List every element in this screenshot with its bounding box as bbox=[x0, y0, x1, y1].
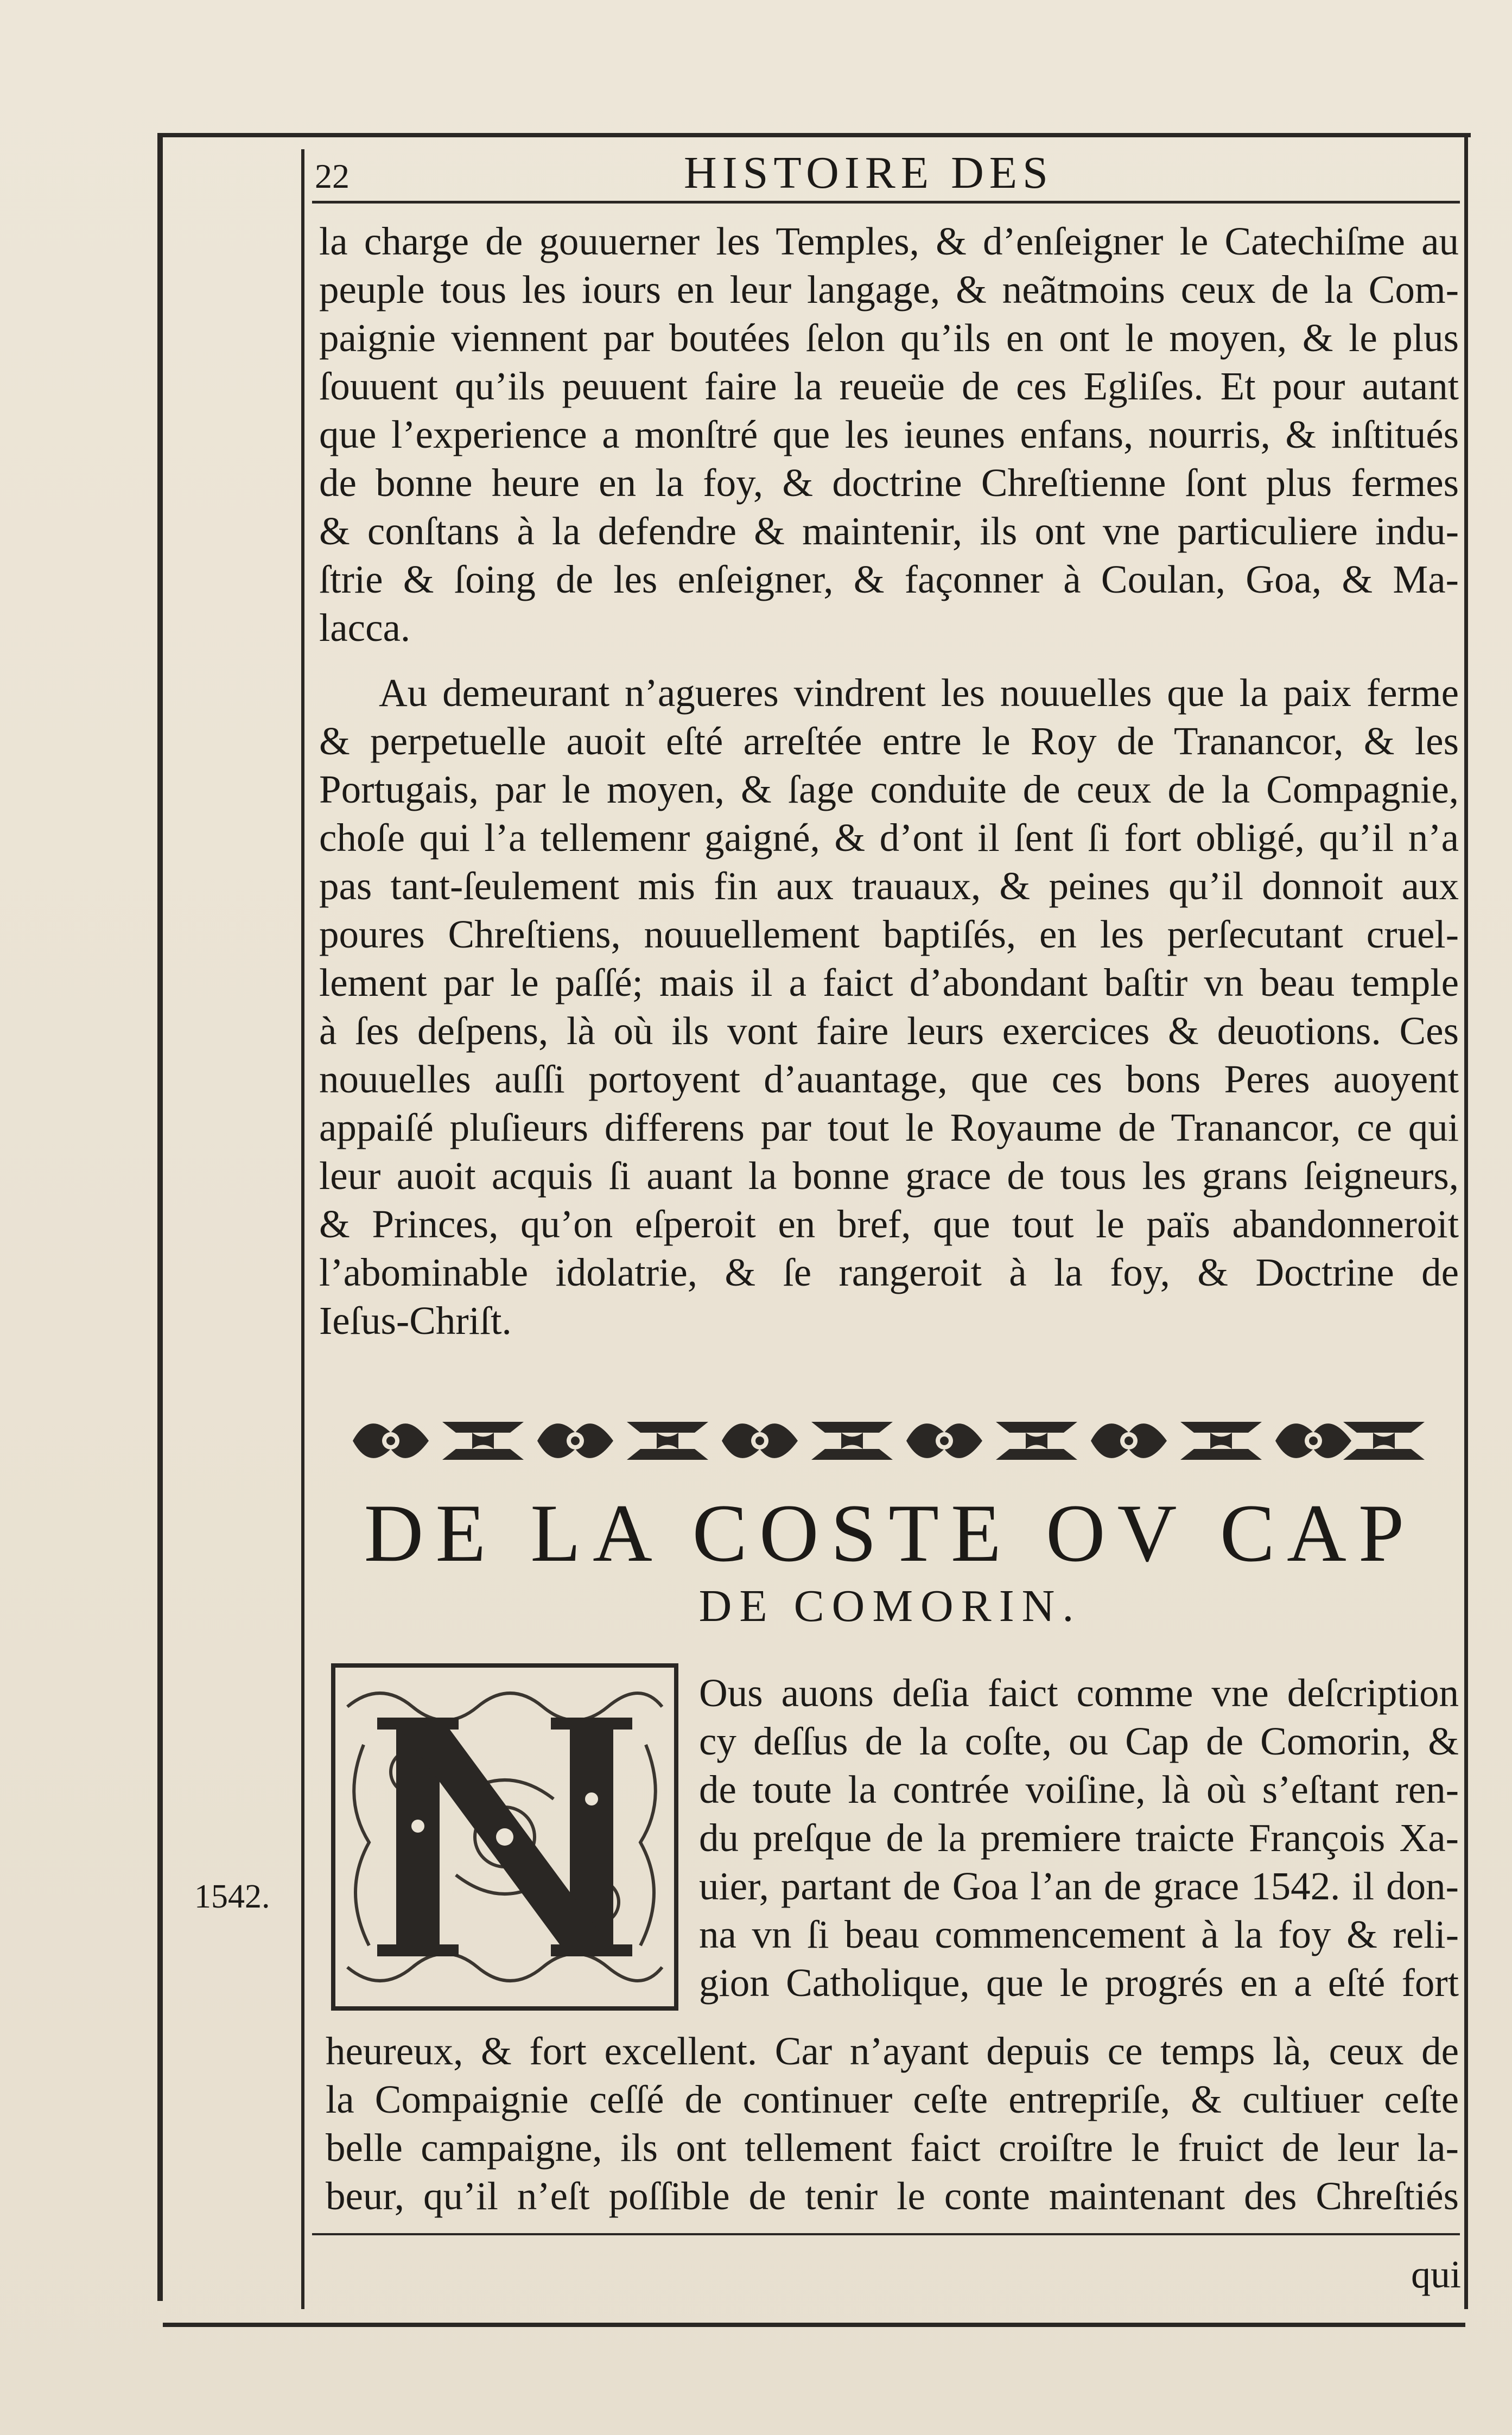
text-line: gion Catholique, que le progrés en a eſté fort bbox=[699, 1961, 1459, 2005]
text-line: Ous auons deſia faict comme vne deſcription bbox=[699, 1671, 1459, 1715]
text-line: de bonne heure en la foy, & doctrine Chreſtienne ſont plus fermes bbox=[319, 461, 1459, 505]
decorated-initial-n bbox=[331, 1663, 678, 2011]
running-title: HISTOIRE DES bbox=[684, 148, 1053, 198]
text-line: Au demeurant n’agueres vindrent les nouuelles que la paix ferme bbox=[379, 671, 1459, 715]
page-number: 22 bbox=[315, 157, 350, 195]
paragraph-2 bbox=[319, 669, 1459, 1345]
ornament-band bbox=[347, 1400, 1427, 1482]
text-line: du preſque de la premiere traicte François Xa- bbox=[699, 1816, 1459, 1860]
text-line: à ſes deſpens, là où ils vont faire leurs exercices & deuotions. Ces bbox=[319, 1009, 1459, 1053]
text-line: appaiſé pluſieurs differens par tout le Royaume de Tranancor, ce qui bbox=[319, 1105, 1459, 1149]
text-line: Portugais, par le moyen, & ſage conduite de ceux de la Compagnie, bbox=[319, 767, 1459, 811]
text-line: nouuelles auſſi portoyent d’auantage, que ces bons Peres auoyent bbox=[319, 1057, 1459, 1101]
text-line: lacca. bbox=[319, 606, 411, 650]
text-line: poures Chreſtiens, nouuellement baptiſés, en les perſecutant cruel- bbox=[319, 912, 1459, 956]
text-line: lement par le paſſé; mais il a faict d’abondant baſtir vn beau temple bbox=[319, 961, 1459, 1004]
footer-rule bbox=[312, 2233, 1460, 2235]
paragraph-3-continued bbox=[326, 2027, 1459, 2220]
text-line: beur, qu’il n’eſt poſſible de tenir le conte maintenant des Chreſtiés bbox=[326, 2174, 1459, 2218]
paragraph-1 bbox=[319, 217, 1459, 652]
text-line: & conſtans à la defendre & maintenir, ils ont vne particuliere indu- bbox=[319, 509, 1459, 553]
text-line: choſe qui l’a tellemenr gaigné, & d’ont il ſent ſi fort obligé, qu’il n’a bbox=[319, 816, 1459, 860]
running-head bbox=[315, 147, 1460, 198]
inner-left-rule bbox=[301, 149, 304, 2309]
catchword: qui bbox=[1411, 2253, 1462, 2296]
text-line: belle campaigne, ils ont tellement faict croiſtre le fruict de leur la- bbox=[326, 2126, 1459, 2170]
text-line: cy deſſus de la coſte, ou Cap de Comorin, & bbox=[699, 1719, 1459, 1763]
text-line: l’abominable idolatrie, & ſe rangeroit à la foy, & Doctrine de bbox=[319, 1250, 1459, 1294]
section-subtitle: DE COMORIN. bbox=[698, 1581, 1082, 1631]
text-line: ſouuent qu’ils peuuent faire la reueüe de ces Egliſes. Et pour autant bbox=[319, 364, 1459, 408]
bottom-rule bbox=[163, 2323, 1465, 2327]
text-line: paignie viennent par boutées ſelon qu’ils en ont le moyen, & le plus bbox=[319, 316, 1459, 360]
section-title: DE LA COSTE OV CAP bbox=[364, 1487, 1416, 1579]
header-rule bbox=[312, 201, 1460, 204]
text-line: leur auoit acquis ſi auant la bonne grace de tous les grans ſeigneurs, bbox=[319, 1154, 1459, 1198]
text-line: que l’experience a monſtré que les ieunes enfans, nourris, & inſtitués bbox=[319, 412, 1459, 456]
text-line: heureux, & fort excellent. Car n’ayant depuis ce temps là, ceux de bbox=[326, 2029, 1459, 2073]
text-line: na vn ſi beau commencement à la foy & reli- bbox=[699, 1912, 1459, 1956]
paragraph-3-indented bbox=[699, 1669, 1459, 2007]
text-line: & perpetuelle auoit eſté arreſtée entre le Roy de Tranancor, & les bbox=[319, 719, 1459, 763]
text-line: Ieſus-Chriſt. bbox=[319, 1299, 512, 1343]
text-line: peuple tous les iours en leur langage, & neãtmoins ceux de la Com- bbox=[319, 268, 1459, 311]
text-line: uier, partant de Goa l’an de grace 1542. il don- bbox=[699, 1864, 1459, 1908]
left-frame-rule bbox=[157, 136, 163, 2301]
text-line: la Compaignie ceſſé de continuer ceſte entrepriſe, & cultiuer ceſte bbox=[326, 2077, 1459, 2121]
text-line: la charge de gouuerner les Temples, & d’enſeigner le Catechiſme au bbox=[319, 219, 1459, 263]
margin-note-year: 1542. bbox=[194, 1878, 270, 1915]
text-line: ſtrie & ſoing de les enſeigner, & façonner à Coulan, Goa, & Ma- bbox=[319, 557, 1459, 601]
text-line: & Princes, qu’on eſperoit en bref, que tout le païs abandonneroit bbox=[319, 1202, 1459, 1246]
top-rule bbox=[157, 133, 1471, 137]
text-line: de toute la contrée voiſine, là où s’eſtant ren- bbox=[699, 1768, 1459, 1811]
text-line: pas tant-ſeulement mis fin aux trauaux, & peines qu’il donnoit aux bbox=[319, 864, 1459, 908]
right-frame-rule bbox=[1464, 133, 1468, 2309]
